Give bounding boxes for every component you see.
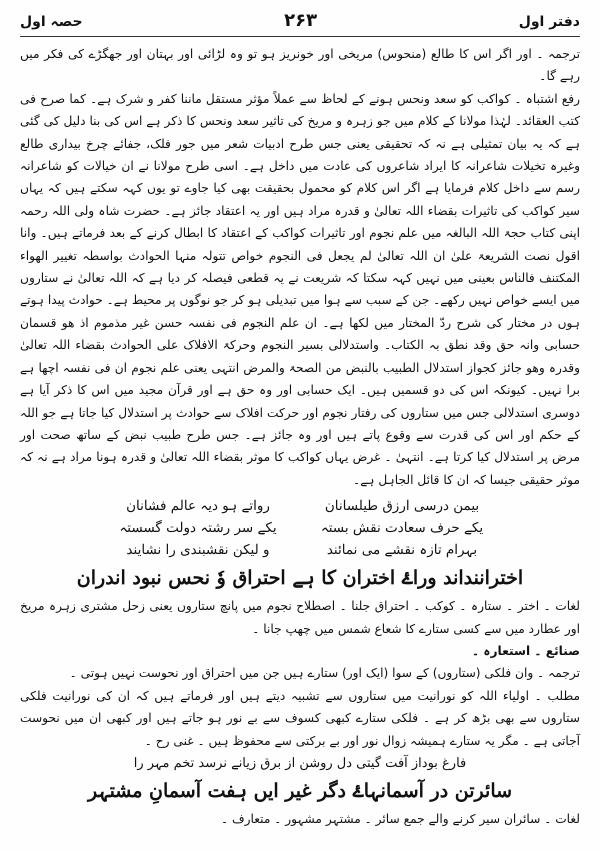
vocabulary-note-2: لغات ۔ سائران سیر کرنے والے جمع سائر ۔ مشتہر مشہور ۔ متعارف ۔ xyxy=(221,811,580,826)
verse-line: رواتے ہو دیہ عالم فشانان xyxy=(126,498,270,515)
main-couplet: اختراننداند وراۓ اختران کا ہے احتراق وٗ نحس نبود اندران xyxy=(76,567,524,590)
translation-paragraph: ترجمہ ۔ اور اگر اس کا طالع (منحوس) مریخی اور خونریز ہو تو وہ لڑائی اور بہتان اور جھگڑے کی فکر میں رہے گا۔ xyxy=(20,47,580,84)
header-book-title: دفتر اول xyxy=(518,14,580,30)
page-number: ۲۶۳ xyxy=(284,10,318,31)
second-couplet: سائرتن در آسمانہاۓ دگر غیر ایں ہفت آسمانِ مشتہر xyxy=(87,779,513,802)
quoted-couplet: فارغ بوداز آفت گیتی دل روشن از برق زیانے نرسد تخم مہر را xyxy=(133,755,467,771)
meaning-note: مطلب ۔ اولیاء اللہ کو نورانیت میں ستاروں سے تشبیہ دیتے ہیں اور فرماتے ہیں کہ ان کی نورانیت فلکی ستاروں سے بھی بڑھ کر ہے ۔ فلکی ستارے کبھی کسوف سے بے نور ہو جاتے ہیں اور کبھی ان میں نحوست آجاتی ہے ۔ مگر یہ ستارے ہمیشہ زوال نور اور بے برکتی سے محفوظ ہیں ۔ غنی رح ۔ xyxy=(20,688,580,748)
persian-verses xyxy=(110,495,490,561)
verse-line: یکے حرف سعادت نقش بستہ xyxy=(320,520,484,537)
translation-note: ترجمہ ۔ وان فلکی (ستاروں) کے سوا (ایک اور) ستارے ہیں جن میں احتراق اور نحوست نہیں ہوتی ۔ xyxy=(69,666,580,681)
header-part: حصہ اول xyxy=(20,14,83,30)
verse-line: بہرام تازہ نقشے می نمائند xyxy=(326,542,478,559)
verse-line: بیمن درسی ارزق طیلسانان xyxy=(324,498,480,515)
figures-of-speech-note: صنائع ۔ استعارہ ۔ xyxy=(472,643,580,658)
vocabulary-note: لغات ۔ اختر ۔ ستارہ ۔ کوکب ۔ احتراق جلنا ۔ اصطلاح نجوم میں پانچ ستاروں یعنی زحل مشتری زہرہ مریخ اور عطارد میں سے کسی ستارے کا شعاع شمس میں چھپ جانا ۔ xyxy=(20,599,580,636)
verse-line: یکے سر رشتہ دولت گسستہ xyxy=(119,520,277,537)
verse-line: و لیکن نقشبندی را نشایند xyxy=(126,542,270,559)
commentary-paragraph: رفع اشتباہ ۔ کواکب کو سعد ونحس ہونے کے لحاظ سے عملاً مؤثر مستقل ماننا کفر و شرک ہے۔ کما صرح فی کتب العقائد۔ لہٰذا مولانا کے کلام میں جو زہرہ و مریخ کی تاثیر سعد ونحس کا ذکر ہے اس کی بنا دلیل کی گئی ہے کہ یہ بیان تمثیلی ہے نہ کہ تحقیقی یعنی جس طرح ادبیات شعر میں جور فلک، جفائے چرخ بیداری طالع وغیرہ تخیلات شاعرانہ کا ایراد شاعروں کی عادت میں داخل ہے۔ اسی طرح مولانا نے ان خیالات کو شاعرانہ رسم سے داخل کلام فرمایا ہے اگر اس کلام کو محمول بحقیقت بھی کیا جاوے تو یوں کہہ سکتے ہیں کہ یہاں سیر کواکب کی تاثیرات بقضاء اللہ تعالیٰ و قدرہ مراد ہیں اور یہ اعتقاد جائز ہے۔ حضرت شاہ ولی اللہ رحمہ اپنی کتاب حجۃ اللہ البالغہ میں علم نجوم اور تاثیرات کواکب کے اعتقاد کا ابطال کرنے کے بعد فرماتے ہیں۔ وانا اقول نصت الشریعۃ علیٰ ان اللہ تعالیٰ لم یجعل فی النجوم خواص تتولہ منہا الحوادث بواسطہ تغییر الهواء المکتنف فالناس بعینی میں نہیں کہہ سکتا کہ شریعت نے یہ قطعی فیصلہ کر دیا ہے کہ اللہ تعالیٰ نے ستاروں میں ایسے خواص نہیں رکھے۔ جن کے سبب سے ہوا میں تبدیلی ہو کر جو نوگوں پر محیط ہے۔ حوادث پیدا ہوتے ہوں در مختار کی شرح ردّ المختار میں لکھا ہے۔ ان علم النجوم فی نفسہ حسن غیر مذموم اذ ھو قسمان حسابی وانہ حق وقد نطق بہ الکتاب۔ واستدلالی بسیر النجوم وحرکۃ الافلاک علی الحوادث بقضاء اللہ تعالیٰ وقدرہ وھو جائز کجواز استدلال الطبیب بالنبض من الصحۃ والمرض انتہی یعنی علم نجوم ان فی نفسہ اچھا ہے برا نہیں۔ کیونکہ اس کی دو قسمیں ہیں۔ ایک حسابی اور وہ حق ہے اور قرآن مجید میں اس کا ذکر آیا ہے دوسری استدلالی جس میں ستاروں کی رفتار نجوم اور حرکت افلاک سے حوادث پر استدلال کیا جاتا ہے جو اللہ کے حکم اور اس کی قدرت سے وقوع پاتے ہیں اور وہ جائز ہے۔ جس طرح طبیب نبض کے ساتھ صحت اور مرض پر استدلال کیا کرتا ہے۔ انتہیٰ ۔ غرض یہاں کواکب کا موثر بقضاء اللہ تعالیٰ و قدرہ ہونا مراد ہے نہ کہ موثر حقیقی جیسا کہ ان کا قائل الجاہل ہے۔ xyxy=(20,91,580,487)
page-body xyxy=(20,43,580,830)
page-header xyxy=(20,10,580,37)
